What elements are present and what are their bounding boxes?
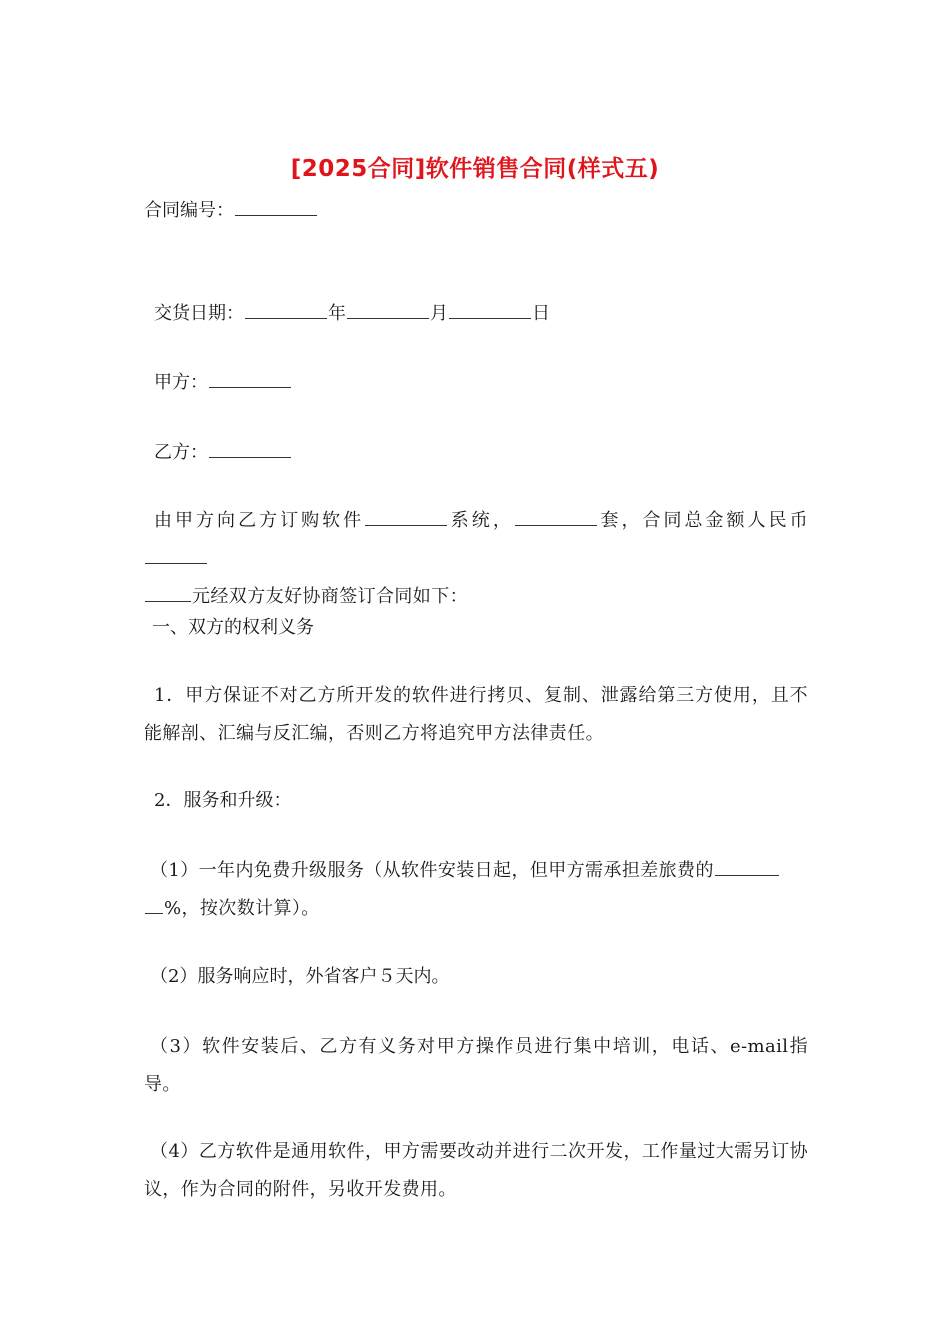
intro-text-3: 套，合同总金额人民币 <box>597 510 809 531</box>
amount-blank-1 <box>145 545 207 564</box>
quantity-blank <box>515 507 597 526</box>
travel-percent-blank-2 <box>145 895 163 914</box>
party-a-line <box>154 364 818 402</box>
delivery-day-label: 日 <box>532 303 550 324</box>
delivery-month-blank <box>347 300 429 319</box>
party-b-line <box>154 434 818 472</box>
item-1-paragraph: 1．甲方保证不对乙方所开发的软件进行拷贝、复制、泄露给第三方使用，且不能解剖、汇编与反汇编，否则乙方将追究甲方法律责任。 <box>144 685 808 744</box>
delivery-year-blank <box>245 300 327 319</box>
sub-item-3-paragraph: （3）软件安装后、乙方有义务对甲方操作员进行集中培训，电话、e-mail指导。 <box>144 1036 808 1095</box>
software-name-blank <box>365 507 447 526</box>
sub-item-1-paragraph <box>144 852 808 928</box>
contract-number-label: 合同编号： <box>144 200 234 221</box>
delivery-date-line <box>154 295 818 333</box>
delivery-year-label: 年 <box>328 303 346 324</box>
intro-paragraph <box>144 502 808 616</box>
contract-number-line <box>144 192 808 230</box>
sub-item-1-text-1: （1）一年内免费升级服务（从软件安装日起，但甲方需承担差旅费的 <box>150 860 714 881</box>
delivery-day-blank <box>449 300 531 319</box>
contract-number-blank <box>235 197 317 216</box>
party-a-label: 甲方： <box>154 372 208 393</box>
intro-text-2: 系统， <box>448 510 514 531</box>
sub-item-2: （2）服务响应时，外省客户５天内。 <box>150 966 450 987</box>
item-2-heading: 2．服务和升级： <box>154 790 292 811</box>
contract-title: [2025合同]软件销售合同(样式五) <box>290 156 660 182</box>
sub-item-1-text-2: %，按次数计算）。 <box>164 898 320 919</box>
section-heading: 一、双方的权利义务 <box>152 617 314 638</box>
party-b-label: 乙方： <box>154 442 208 463</box>
delivery-date-label: 交货日期： <box>154 303 244 324</box>
sub-item-4-paragraph: （4）乙方软件是通用软件，甲方需要改动并进行二次开发，工作量过大需另订协议，作为合同的附件，另收开发费用。 <box>144 1141 808 1200</box>
delivery-month-label: 月 <box>430 303 448 324</box>
amount-blank-2 <box>145 583 191 602</box>
party-a-blank <box>209 369 291 388</box>
intro-text-1: 由甲方向乙方订购软件 <box>154 510 365 531</box>
party-b-blank <box>209 439 291 458</box>
travel-percent-blank-1 <box>715 857 779 876</box>
intro-text-4: 元经双方友好协商签订合同如下： <box>192 586 468 607</box>
